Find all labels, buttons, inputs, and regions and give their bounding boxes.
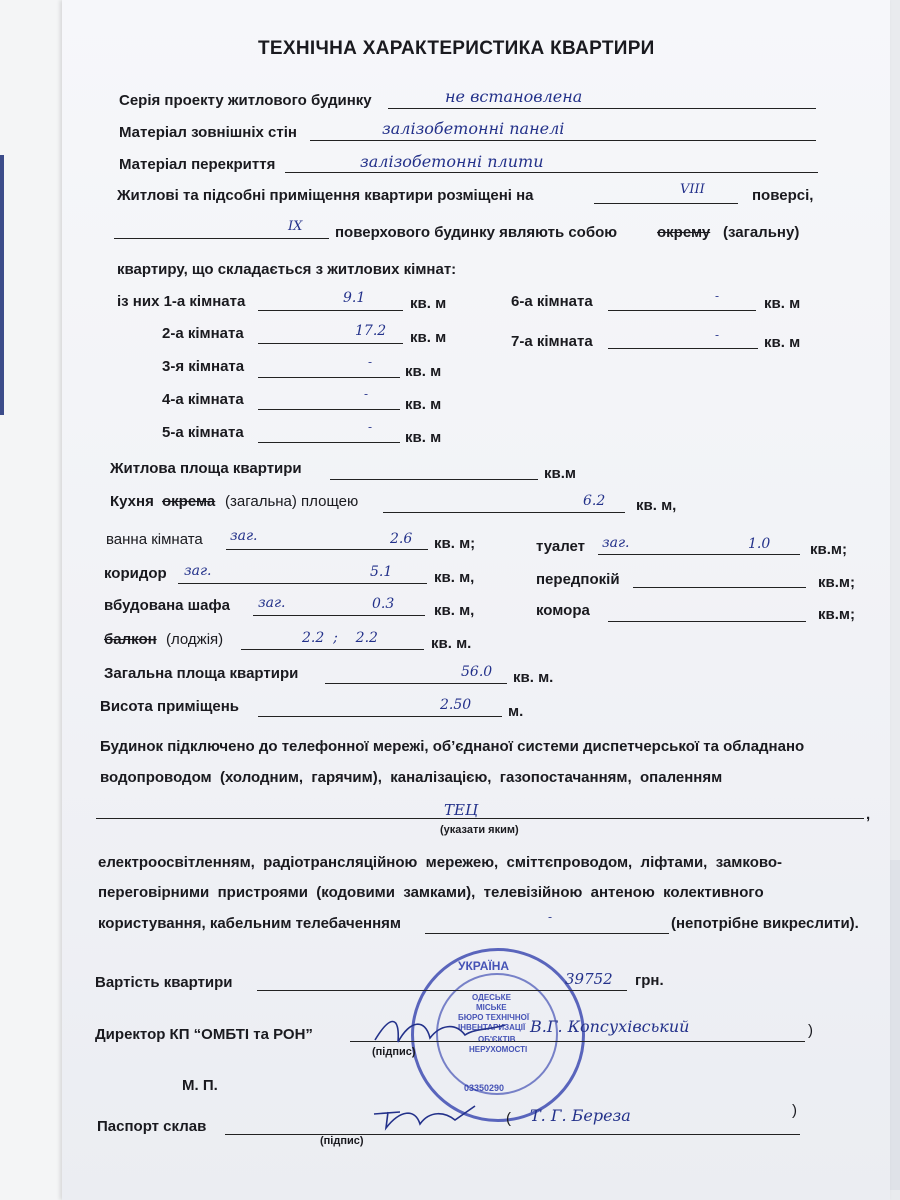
closet-line <box>253 615 425 616</box>
heating-hint: (указати яким) <box>440 824 519 836</box>
stamp-line-5: ОБ'ЄКТІВ <box>478 1035 516 1044</box>
room-7-line <box>608 348 758 349</box>
room-2-label: 2-а кімната <box>162 325 244 342</box>
floor-line <box>594 203 738 204</box>
balcony-struck-word: балкон <box>104 631 157 648</box>
series-label: Серія проекту житлового будинку <box>119 92 372 109</box>
compiled-sign-hint: (підпис) <box>320 1135 364 1147</box>
walls-line <box>310 140 816 141</box>
room-3-label: 3-я кімната <box>162 358 245 375</box>
kitchen-unit: кв. м, <box>636 497 677 514</box>
total-area-unit: кв. м. <box>513 669 554 686</box>
room-1-value: 9.1 <box>343 290 366 306</box>
hallway-label: передпокій <box>536 571 620 588</box>
corridor-note: заг. <box>184 563 212 579</box>
total-area-value: 56.0 <box>461 664 493 680</box>
hallway-unit: кв.м; <box>818 574 855 591</box>
balcony-line <box>241 649 424 650</box>
room-7-label: 7-а кімната <box>511 333 593 350</box>
storage-line <box>608 621 806 622</box>
utilities-line-1: Будинок підключено до телефонної мережі, об’єднаної системи диспетчерської та обладнано <box>100 738 805 755</box>
cost-value: 39752 <box>565 970 613 988</box>
bathroom-unit: кв. м; <box>434 535 476 552</box>
stamp-line-3: БЮРО ТЕХНІЧНОЇ <box>458 1013 530 1022</box>
room-2-unit: кв. м <box>410 329 447 346</box>
location-text-5: квартиру, що складається з житлових кімнат: <box>117 261 457 278</box>
room-5-unit: кв. м <box>405 429 442 446</box>
room-4-label: 4-а кімната <box>162 391 244 408</box>
floor-material-label: Матеріал перекриття <box>119 156 276 173</box>
compiled-open-paren: ( <box>506 1110 511 1127</box>
utilities-line-5b: (непотрібне викреслити). <box>671 915 859 932</box>
bathroom-value: 2.6 <box>390 531 413 547</box>
compiler-signature <box>370 1100 480 1132</box>
kitchen-struck-word: окрема <box>162 493 216 510</box>
closet-note: заг. <box>258 595 286 611</box>
location-text-2: поверсі, <box>752 187 814 204</box>
height-value: 2.50 <box>440 697 472 713</box>
toilet-note: заг. <box>602 535 630 551</box>
toilet-unit: кв.м; <box>810 541 847 558</box>
room-2-value: 17.2 <box>355 323 387 339</box>
room-5-value: - <box>368 420 373 434</box>
compiled-label: Паспорт склав <box>97 1118 207 1135</box>
stamp-line-6: НЕРУХОМОСТІ <box>469 1045 528 1054</box>
room-6-label: 6-а кімната <box>511 293 593 310</box>
walls-value: залізобетонні панелі <box>382 119 565 138</box>
stamp-line-1: ОДЕСЬКЕ <box>472 993 511 1002</box>
corridor-value: 5.1 <box>370 564 393 580</box>
room-3-line <box>258 377 400 378</box>
heating-value: ТЕЦ <box>444 801 479 819</box>
location-text-1: Житлові та підсобні приміщення квартири розміщені на <box>117 187 534 204</box>
stamp-top-text: УКРАЇНА <box>458 959 510 973</box>
stamp-line-4: ІНВЕНТАРИЗАЦІЇ <box>458 1023 526 1032</box>
location-text-4: (загальну) <box>723 224 800 241</box>
corridor-unit: кв. м, <box>434 569 475 586</box>
room-1-unit: кв. м <box>410 295 447 312</box>
walls-label: Матеріал зовнішніх стін <box>119 124 297 141</box>
heating-line <box>96 818 864 819</box>
height-line <box>258 716 502 717</box>
utilities-line-2: водопроводом (холодним, гарячим), каналізацією, газопостачанням, опаленням <box>100 769 723 786</box>
balcony-unit: кв. м. <box>431 635 472 652</box>
height-label: Висота приміщень <box>100 698 240 715</box>
room-7-unit: кв. м <box>764 334 801 351</box>
room-4-value: - <box>364 387 369 401</box>
total-area-label: Загальна площа квартири <box>104 665 299 682</box>
director-close-paren: ) <box>808 1022 813 1039</box>
cable-value: - <box>548 910 553 924</box>
room-1-line <box>258 310 403 311</box>
living-area-line <box>330 479 538 480</box>
corridor-label: коридор <box>104 565 167 582</box>
series-line <box>388 108 816 109</box>
toilet-label: туалет <box>536 538 586 555</box>
utilities-line-4: переговірними пристроями (кодовими замками), телевізійною антеною колективного <box>98 884 764 901</box>
compiled-name: Т. Г. Береза <box>530 1106 631 1125</box>
closet-unit: кв. м, <box>434 602 475 619</box>
floor-material-value: залізобетонні плити <box>360 152 544 171</box>
room-3-value: - <box>368 355 373 369</box>
cost-line <box>257 990 627 991</box>
room-5-line <box>258 442 400 443</box>
closet-label: вбудована шафа <box>104 597 230 614</box>
room-6-value: - <box>715 289 720 303</box>
director-name: В.Г. Копсухівський <box>530 1017 690 1036</box>
toilet-value: 1.0 <box>748 536 771 552</box>
location-text-3: поверхового будинку являють собою <box>335 224 618 241</box>
utilities-line-3: електроосвітленням, радіотрансляційною мережею, сміттєпроводом, ліфтами, замково- <box>98 854 783 871</box>
kitchen-label-prefix: Кухня <box>110 493 154 510</box>
kitchen-value: 6.2 <box>583 493 606 509</box>
room-5-label: 5-а кімната <box>162 424 244 441</box>
kitchen-label-suffix: (загальна) площею <box>225 493 359 510</box>
bathroom-note: заг. <box>230 528 258 544</box>
height-unit: м. <box>508 703 524 720</box>
location-struck-word: окрему <box>657 224 711 241</box>
floor-material-line <box>285 172 818 173</box>
total-floors-line <box>114 238 329 239</box>
heating-comma: , <box>866 806 871 823</box>
director-label: Директор КП “ОМБТІ та РОН” <box>95 1026 313 1043</box>
closet-value: 0.3 <box>372 596 395 612</box>
director-sign-hint: (підпис) <box>372 1046 416 1058</box>
room-4-unit: кв. м <box>405 396 442 413</box>
bathroom-line <box>226 549 428 550</box>
balcony-value: 2.2 ; 2.2 <box>302 630 378 646</box>
storage-label: комора <box>536 602 590 619</box>
background-left-mark <box>0 155 18 415</box>
seal-place-label: М. П. <box>182 1077 218 1094</box>
cost-label: Вартість квартири <box>95 974 233 991</box>
total-area-line <box>325 683 507 684</box>
cost-unit: грн. <box>635 972 664 989</box>
room-4-line <box>258 409 400 410</box>
stamp-line-2: МІСЬКЕ <box>476 1003 507 1012</box>
series-value: не встановлена <box>445 87 583 106</box>
room-6-unit: кв. м <box>764 295 801 312</box>
compiled-close-paren: ) <box>792 1102 797 1119</box>
cable-line <box>425 933 669 934</box>
page-title: ТЕХНІЧНА ХАРАКТЕРИСТИКА КВАРТИРИ <box>258 38 655 59</box>
living-area-label: Житлова площа квартири <box>110 460 302 477</box>
toilet-line <box>598 554 800 555</box>
compiled-line <box>225 1134 800 1135</box>
director-signature <box>370 1010 510 1050</box>
bathroom-label: ванна кімната <box>106 531 203 548</box>
room-1-label: із них 1-а кімната <box>117 293 246 310</box>
floor-value: VIII <box>680 182 705 197</box>
utilities-line-5a: користування, кабельним телебаченням <box>98 915 402 932</box>
room-2-line <box>258 343 403 344</box>
total-floors-value: IX <box>288 219 303 234</box>
stamp-code: 03350290 <box>464 1083 505 1093</box>
living-area-unit: кв.м <box>544 465 576 482</box>
room-6-line <box>608 310 756 311</box>
corridor-line <box>178 583 427 584</box>
storage-unit: кв.м; <box>818 606 855 623</box>
room-7-value: - <box>715 328 720 342</box>
hallway-line <box>633 587 806 588</box>
balcony-label: (лоджія) <box>166 631 224 648</box>
room-3-unit: кв. м <box>405 363 442 380</box>
kitchen-line <box>383 512 625 513</box>
